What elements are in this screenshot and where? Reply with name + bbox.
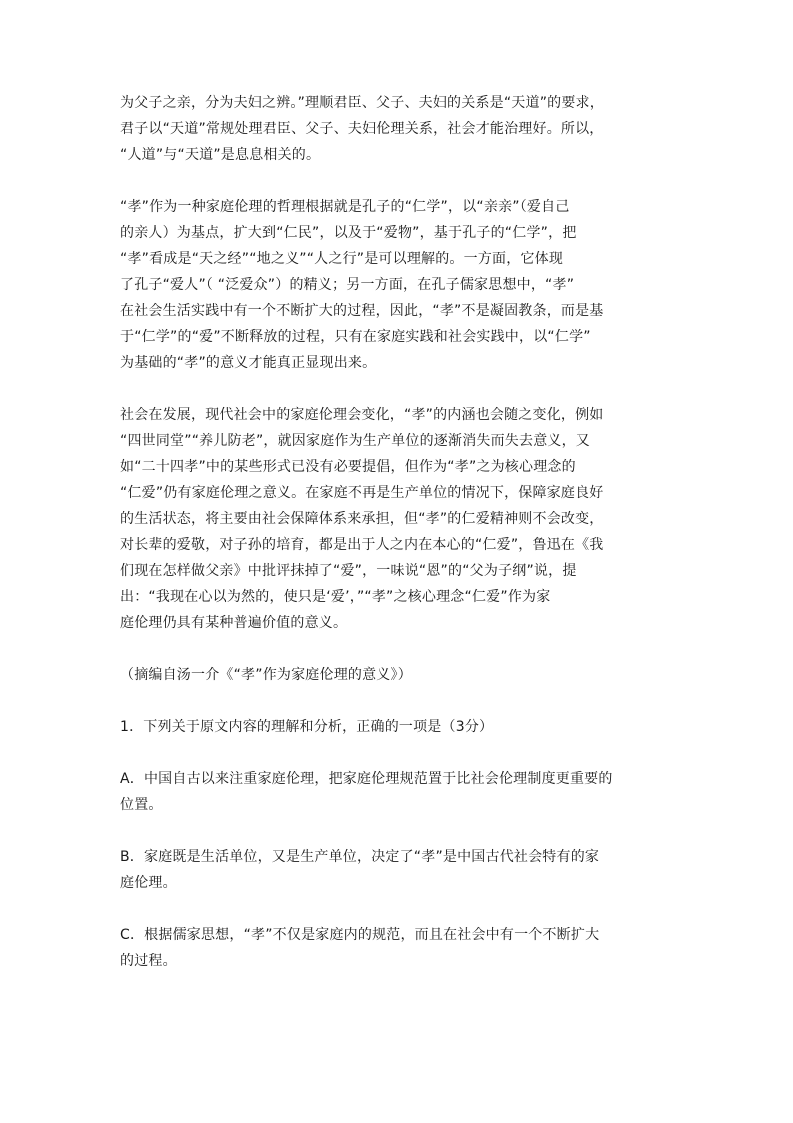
text-line: 为父子之亲，分为夫妇之辨。”理顺君臣、父子、夫妇的关系是“天道”的要求， [120,95,604,111]
text-line: 对长辈的爱敬，对子孙的培育，都是出于人之内在本心的“仁爱”，鲁迅在《我 [120,537,604,553]
text-line: 们现在怎样做父亲》中批评抹掉了“爱”，一味说“恩”的“父为子纲”说，提 [120,563,577,579]
option-c [120,922,690,974]
text-line: 君子以“天道”常规处理君臣、父子、夫妇伦理关系，社会才能治理好。所以， [120,121,604,137]
question-stem [120,714,690,740]
text-line: C．根据儒家思想，“孝”不仅是家庭内的规范，而且在社会中有一个不断扩大 [120,927,600,943]
text-line: B．家庭既是生活单位，又是生产单位，决定了“孝”是中国古代社会特有的家 [120,849,600,865]
text-line: 如“二十四孝”中的某些形式已没有必要提倡，但作为“孝”之为核心理念的 [120,459,576,475]
text-line: 庭伦理。 [120,875,177,891]
text-line: “仁爱”仍有家庭伦理之意义。在家庭不再是生产单位的情况下，保障家庭良好 [120,485,604,501]
text-line: 于“仁学”的“爱”不断释放的过程，只有在家庭实践和社会实践中，以“仁学” [120,329,591,345]
text-line: （摘编自汤一介《“孝”作为家庭伦理的意义》） [120,667,412,683]
paragraph-heaven-way [120,90,690,168]
text-line: 社会在发展，现代社会中的家庭伦理会变化，“孝”的内涵也会随之变化，例如 [120,407,604,423]
text-line: 位置。 [120,797,163,813]
source-citation [120,662,690,688]
text-line: “四世同堂”“养儿防老”，就因家庭作为生产单位的逐渐消失而失去意义，又 [120,433,591,449]
text-line: “孝”作为一种家庭伦理的哲理根据就是孔子的“仁学”，以“亲亲”（爱自己 [120,199,570,215]
paragraph-modern-society [120,402,690,636]
text-line: 庭伦理仍具有某种普遍价值的意义。 [120,615,348,631]
paragraph-xiao-basis [120,194,690,376]
option-b [120,844,690,896]
text-line: “人道”与“天道”是息息相关的。 [120,147,321,163]
document-body [120,90,690,1000]
text-line: “孝”看成是“天之经”“地之义”“人之行”是可以理解的。一方面，它体现 [120,251,564,267]
text-line: 出：“我现在心以为然的，使只是‘爱’，”“孝”之核心理念“仁爱”作为家 [120,589,551,605]
text-line: A．中国自古以来注重家庭伦理，把家庭伦理规范置于比社会伦理制度更重要的 [120,771,613,787]
text-line: 为基础的“孝”的意义才能真正显现出来。 [120,355,377,371]
text-line: 了孔子“爱人”（ “泛爱众”）的精义；另一方面，在孔子儒家思想中，“孝” [120,277,575,293]
text-line: 在社会生活实践中有一个不断扩大的过程，因此，“孝”不是凝固教条，而是基 [120,303,604,319]
text-line: 1．下列关于原文内容的理解和分析，正确的一项是（3分） [120,719,494,735]
option-a [120,766,690,818]
text-line: 的亲人）为基点，扩大到“仁民”，以及于“爱物”，基于孔子的“仁学”，把 [120,225,577,241]
text-line: 的生活状态，将主要由社会保障体系来承担，但“孝”的仁爱精神则不会改变， [120,511,604,527]
text-line: 的过程。 [120,953,177,969]
